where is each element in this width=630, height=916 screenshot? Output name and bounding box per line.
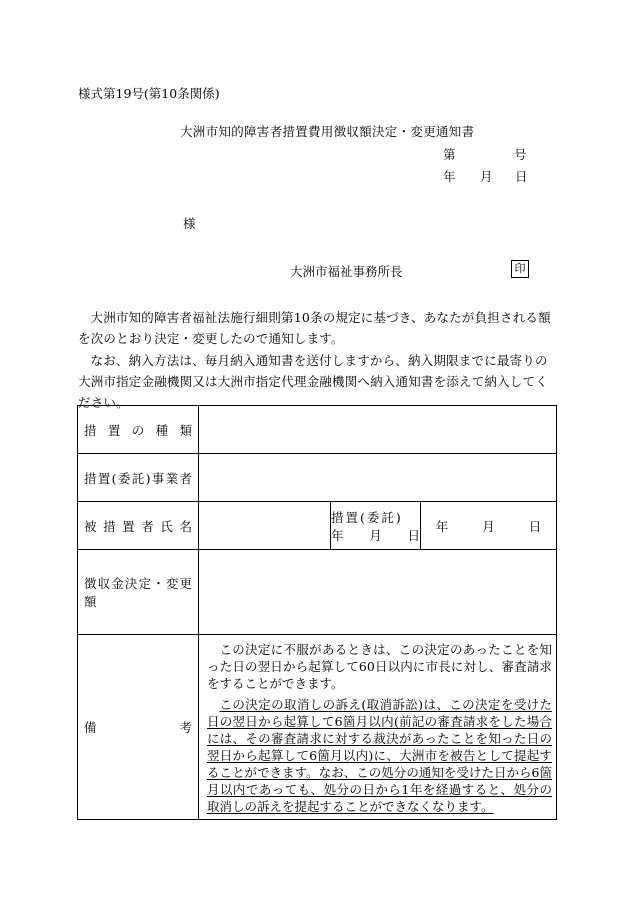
label-measure-date-day: 日 — [407, 527, 420, 543]
seal-mark: 印 — [511, 260, 529, 278]
label-person-name: 被措置者氏名 — [78, 502, 199, 550]
number-suffix: 号 — [514, 147, 527, 162]
label-measure-date-line1: 措置(委託) — [331, 509, 403, 525]
row-person-name — [78, 502, 557, 550]
field-contractor[interactable] — [199, 454, 557, 502]
field-measure-type[interactable] — [199, 406, 557, 454]
remarks-note-2: この決定の取消しの訴え(取消訴訟)は、この決定を受けた日の翌日から起算して6箇月以内(前記の審査請求をした場合には、その審査請求に対する裁決があったことを知った日の翌日から起算して6箇月以内)に、大洲市を被告として提起することができます。なお、この処分の通知を受けた日から6箇月以内であっても、処分の日から1年を経過すると、処分の取消しの訴えを提起することができなくなります。 — [207, 697, 553, 814]
measure-date-month: 月 — [482, 518, 495, 534]
addressee-suffix: 様 — [183, 216, 196, 231]
date-year: 年 — [443, 169, 456, 184]
measure-date-year: 年 — [435, 518, 449, 534]
label-remarks-right: 考 — [179, 720, 192, 735]
field-collection-amount[interactable] — [199, 550, 557, 635]
form-number: 様式第19号(第10条関係) — [78, 86, 220, 101]
date-day: 日 — [515, 169, 528, 184]
label-measure-date-month: 月 — [369, 527, 382, 543]
date-month: 月 — [480, 169, 493, 184]
label-measure-date-year: 年 — [331, 527, 344, 543]
body-paragraph-2: なお、納入方法は、毎月納入通知書を送付しますから、納入期限までに最寄りの大洲市指定金融機関又は大洲市指定代理金融機関へ納入通知書を添えて納入してください。 — [78, 353, 548, 410]
field-measure-date[interactable] — [421, 502, 557, 550]
field-person-name[interactable] — [199, 502, 331, 550]
document-title: 大洲市知的障害者措置費用徴収額決定・変更通知書 — [180, 124, 475, 139]
details-table — [77, 405, 557, 820]
label-remarks-left: 備 — [84, 720, 97, 735]
row-collection-amount — [78, 550, 557, 635]
label-remarks — [78, 635, 199, 820]
body-paragraph-1: 大洲市知的障害者福祉法施行細則第10条の規定に基づき、あなたが負担される額を次のとおり決定・変更したので通知します。 — [78, 310, 551, 346]
row-measure-type — [78, 406, 557, 454]
label-measure-type: 措置の種類 — [78, 406, 199, 454]
row-remarks — [78, 635, 557, 820]
label-collection-amount: 徴収金決定・変更額 — [78, 550, 199, 635]
issuer-name: 大洲市福祉事務所長 — [290, 264, 403, 279]
remarks-note-1: この決定に不服があるときは、この決定のあったことを知った日の翌日から起算して60日以内に市長に対し、審査請求をすることができます。 — [207, 642, 553, 691]
label-measure-date — [331, 502, 421, 550]
row-contractor — [78, 454, 557, 502]
label-contractor: 措置(委託)事業者 — [78, 454, 199, 502]
remarks-notes — [199, 635, 557, 820]
number-prefix: 第 — [443, 147, 456, 162]
measure-date-day: 日 — [528, 518, 542, 534]
